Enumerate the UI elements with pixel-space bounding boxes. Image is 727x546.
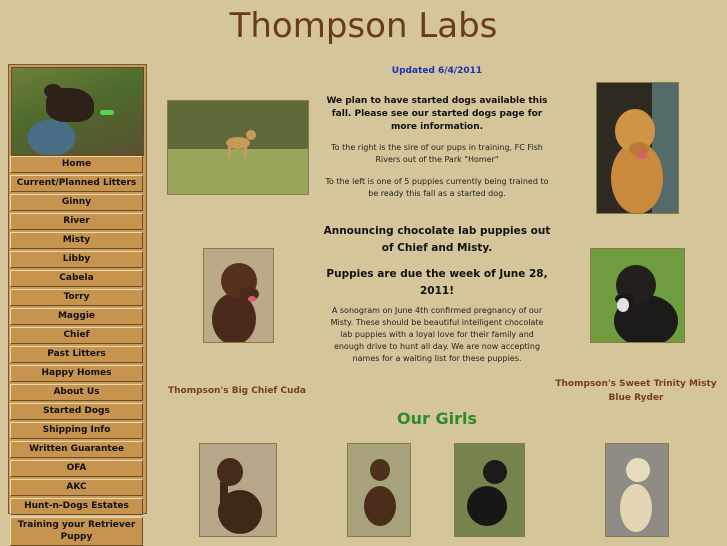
nav-written-guarantee[interactable]: Written Guarantee bbox=[10, 441, 143, 458]
due-heading: Puppies are due the week of June 28, 2011! bbox=[326, 268, 548, 297]
nav-home[interactable]: Home bbox=[10, 156, 143, 173]
sidebar bbox=[8, 64, 147, 542]
black-lab-misty-photo bbox=[590, 248, 685, 343]
nav-started-dogs[interactable]: Started Dogs bbox=[10, 403, 143, 420]
nav-current-planned-litters[interactable]: Current/Planned Litters bbox=[10, 175, 143, 192]
nav-training-your-retriever-puppy[interactable]: Training your Retriever Puppy bbox=[10, 517, 143, 546]
nav-happy-homes[interactable]: Happy Homes bbox=[10, 365, 143, 382]
nav-river[interactable]: River bbox=[10, 213, 143, 230]
nav-maggie[interactable]: Maggie bbox=[10, 308, 143, 325]
site-title: Thompson Labs bbox=[229, 6, 498, 46]
nav-ofa[interactable]: OFA bbox=[10, 460, 143, 477]
nav-torry[interactable]: Torry bbox=[10, 289, 143, 306]
nav-shipping-info[interactable]: Shipping Info bbox=[10, 422, 143, 439]
updated-date: Updated 6/4/2011 bbox=[391, 66, 483, 76]
girl-photo-yellow bbox=[605, 443, 669, 537]
yellow-puppy-field-photo bbox=[167, 100, 309, 195]
caption-left: Thompson's Big Chief Cuda bbox=[167, 386, 307, 396]
nav-cabela[interactable]: Cabela bbox=[10, 270, 143, 287]
girl-photo-black bbox=[454, 443, 525, 537]
girl-photo-chocolate-1 bbox=[199, 443, 277, 537]
caption-right: Thompson's Sweet Trinity Misty Blue Ryder bbox=[555, 379, 717, 403]
golden-lab-sire-photo bbox=[596, 82, 679, 214]
announce-heading: Announcing chocolate lab puppies out of Chief and Misty. bbox=[323, 225, 551, 254]
nav-past-litters[interactable]: Past Litters bbox=[10, 346, 143, 363]
girl-photo-chocolate-2 bbox=[347, 443, 411, 537]
nav-libby[interactable]: Libby bbox=[10, 251, 143, 268]
intro-text: We plan to have started dogs available this fall. Please see our started dogs page for more information. bbox=[326, 96, 548, 132]
sidebar-nav bbox=[10, 154, 143, 546]
announcement bbox=[318, 223, 556, 300]
nav-hunt-n-dogs-estates[interactable]: Hunt-n-Dogs Estates bbox=[10, 498, 143, 515]
puppy-text: To the left is one of 5 puppies currently being trained to be ready this fall as a started dog. bbox=[325, 177, 549, 198]
black-lab-by-pond-photo bbox=[11, 67, 144, 156]
nav-chief[interactable]: Chief bbox=[10, 327, 143, 344]
chocolate-lab-chief-photo bbox=[203, 248, 274, 343]
sire-text: To the right is the sire of our pups in training, FC Fish Rivers out of the Park "Homer" bbox=[331, 143, 543, 164]
sonogram-text: A sonogram on June 4th confirmed pregnancy of our Misty. These should be beautiful intelligent chocolate lab puppies with a loyal love for their family and enough drive to hunt all day. We are now accepting names for a waiting list for these puppies. bbox=[330, 306, 544, 363]
nav-about-us[interactable]: About Us bbox=[10, 384, 143, 401]
nav-ginny[interactable]: Ginny bbox=[10, 194, 143, 211]
nav-misty[interactable]: Misty bbox=[10, 232, 143, 249]
our-girls-heading: Our Girls bbox=[397, 409, 477, 428]
nav-akc[interactable]: AKC bbox=[10, 479, 143, 496]
